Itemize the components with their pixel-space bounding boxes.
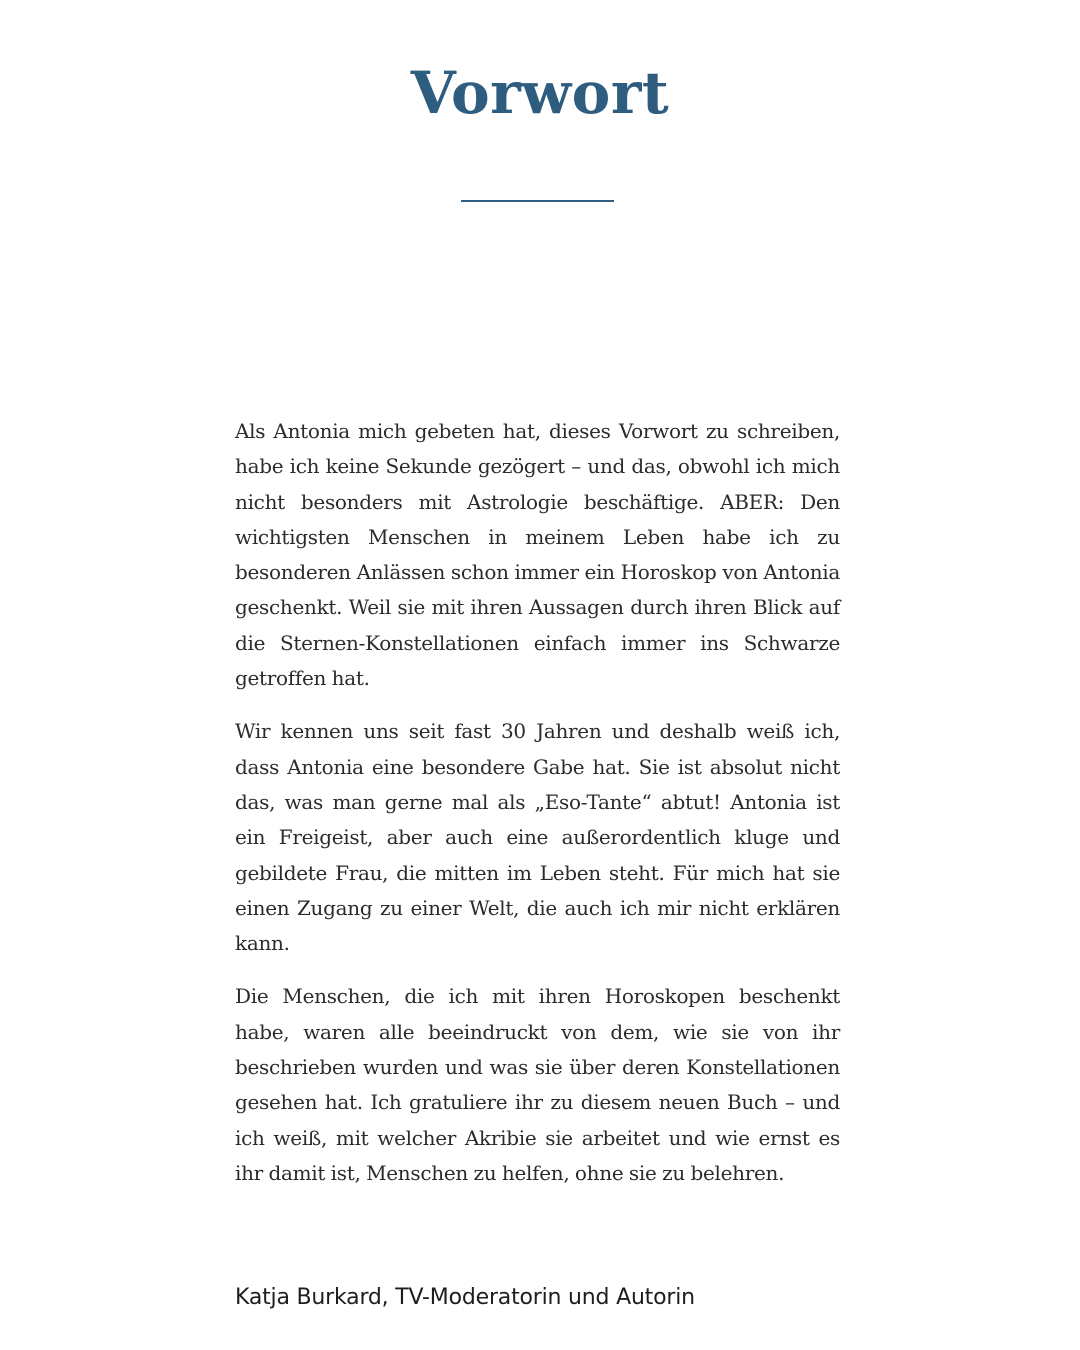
page-title: Vorwort — [410, 59, 670, 127]
paragraph: Die Menschen, die ich mit ihren Horoskopen beschenkt habe, waren alle beeindruckt von dem, wie sie von ihr beschrieben wurden und was sie über deren Konstellationen gesehen hat. Ich gratuliere ihr zu diesem neuen Buch – und ich weiß, mit welcher Akribie sie arbeitet und wie ernst es ihr damit ist, Menschen zu helfen, ohne sie zu belehren. — [235, 984, 840, 1185]
paragraph: Wir kennen uns seit fast 30 Jahren und deshalb weiß ich, dass Antonia eine besondere Gabe hat. Sie ist absolut nicht das, was man gerne mal als „Eso-Tante“ abtut! Antonia ist ein Freigeist, aber auch eine außerordentlich kluge und gebildete Frau, die mitten im Leben steht. Für mich hat sie einen Zugang zu einer Welt, die auch ich mir nicht erklären kann. — [235, 719, 840, 956]
paragraph: Als Antonia mich gebeten hat, dieses Vorwort zu schreiben, habe ich keine Sekunde gezögert – und das, obwohl ich mich nicht besonders mit Astrologie beschäftige. ABER: Den wichtigsten Menschen in meinem Leben habe ich zu besonderen Anlässen schon immer ein Horoskop von Antonia geschenkt. Weil sie mit ihren Aussagen durch ihren Blick auf die Sternen-Konstellationen einfach immer ins Schwarze getroffen hat. — [235, 419, 840, 691]
author-signature: Katja Burkard, TV-Moderatorin und Autorin — [235, 1285, 695, 1310]
title-divider — [461, 200, 614, 202]
foreword-body — [235, 414, 840, 1209]
